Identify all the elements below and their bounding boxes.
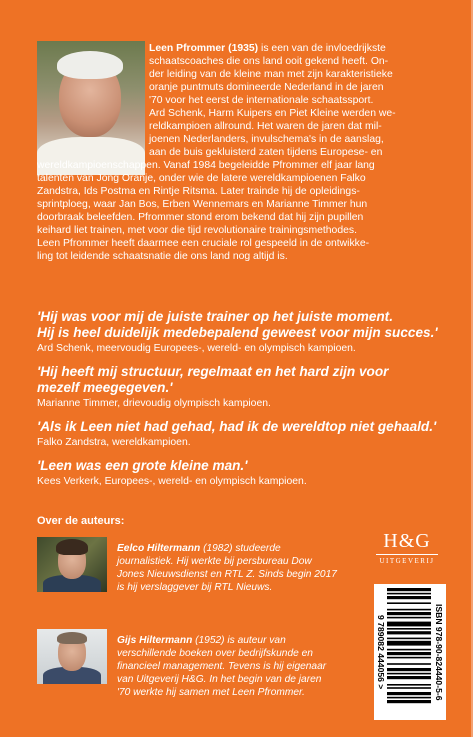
- barcode-bar: [387, 687, 431, 689]
- bio-line: oranje puntmuts domineerde Nederland in de jaren: [149, 82, 384, 94]
- author-bio-line: is hij verslaggever bij RTL Nieuws.: [117, 582, 273, 593]
- quote-line: 'Hij heeft mij structuur, regelmaat en het hard zijn voor: [37, 364, 389, 379]
- quote-attribution: Kees Verkerk, Europees-, wereld- en olympisch kampioen.: [37, 476, 307, 487]
- barcode-bar: [387, 657, 431, 659]
- author-bio-line: Jones Nieuwsdienst en RTL Z. Sinds begin 2017: [117, 569, 337, 580]
- bio-line: wereldkampioenschappen. Vanaf 1984 begeleidde Pfrommer elf jaar lang: [37, 160, 375, 171]
- bio-line: '70 voor het eerst de internationale schaatssport.: [149, 95, 374, 107]
- quote-line: 'Hij was voor mij de juiste trainer op het juiste moment.: [37, 309, 393, 324]
- barcode-bar: [387, 676, 431, 679]
- quote-text: [37, 419, 447, 435]
- author-bio-line: journalistiek. Hij werkte bij persbureau Dow: [117, 556, 312, 567]
- isbn-barcode: [374, 584, 446, 720]
- bio-line: joenen Nederlanders, invulschema's in de aanslag,: [149, 134, 384, 146]
- bio-line: ling tot leidende schaatsnatie die ons land nog altijd is.: [37, 251, 288, 263]
- barcode-bar: [387, 602, 431, 604]
- author-bio-eelco: [117, 542, 337, 594]
- barcode-bar: [387, 692, 431, 695]
- barcode-bar: [387, 617, 431, 619]
- bio-line: Leen Pfrommer (1935) is een van de invloedrijkste: [149, 43, 386, 54]
- quote-line: mezelf meegegeven.': [37, 380, 173, 395]
- barcode-bar: [387, 673, 431, 675]
- publisher-logo: [372, 529, 442, 569]
- authors-title: Over de auteurs:: [37, 515, 125, 527]
- quote-attribution: Ard Schenk, meervoudig Europees-, wereld- en olympisch kampioen.: [37, 343, 356, 354]
- barcode-bar: [387, 622, 431, 627]
- bio-line: Leen Pfrommer heeft daarmee een cruciale rol gespeeld in de ontwikke-: [37, 238, 370, 250]
- barcode-bar: [387, 649, 431, 651]
- barcode-bar: [387, 641, 431, 646]
- barcode-bar: [387, 588, 431, 591]
- quote-text: [37, 364, 447, 396]
- author-bio-line: Eelco Hiltermann (1982) studeerde: [117, 543, 281, 554]
- barcode-bar: [387, 668, 431, 671]
- quote-line: Hij is heel duidelijk medebepalend geweest voor mijn succes.': [37, 325, 438, 340]
- barcode-bar: [387, 663, 431, 665]
- barcode-bar: [387, 628, 431, 630]
- bio-continued: [37, 159, 375, 263]
- author-photo-gijs: [37, 629, 107, 684]
- bio-line: aan de buis gekluisterd zaten tijdens Europese- en: [149, 147, 383, 159]
- isbn-label: ISBN 978-90-824440-5-6: [434, 603, 444, 701]
- author-bio-line: '70 werkte hij samen met Leen Pfrommer.: [117, 687, 305, 698]
- author-bio-line: van Uitgeverij H&G. In het begin van de jaren: [117, 674, 322, 685]
- bio-line: reldkampioen allround. Het waren de jaren dat mil-: [149, 121, 382, 133]
- bio-line: sprintploeg, waar Jan Bos, Erben Wennemars en Marianne Timmer hun: [37, 199, 368, 211]
- bio-intro: [149, 42, 396, 159]
- bio-line: doorbraak beleefden. Pfrommer stond erom bekend dat hij zijn pupillen: [37, 212, 364, 224]
- quote-attribution: Falko Zandstra, wereldkampioen.: [37, 437, 191, 448]
- barcode-bar: [387, 593, 431, 595]
- quote-attribution: Marianne Timmer, drievoudig olympisch kampioen.: [37, 398, 271, 409]
- quote-line: 'Als ik Leen niet had gehad, had ik de wereldtop niet gehaald.': [37, 419, 437, 434]
- bio-line: Ard Schenk, Harm Kuipers en Piet Kleine werden we-: [149, 108, 396, 120]
- publisher-mark: H&G: [383, 530, 431, 552]
- quote-text: [37, 458, 447, 474]
- barcode-digits: 9 789082 444056 >: [376, 614, 386, 690]
- bio-line: keihard liet trainen, met voor die tijd revolutionaire trainingsmethodes.: [37, 225, 357, 237]
- barcode-bar: [387, 609, 431, 611]
- author-bio-line: verschillende boeken over bedrijfskunde en: [117, 648, 313, 659]
- publisher-name: UITGEVERIJ: [379, 557, 435, 565]
- barcode-bar: [387, 697, 431, 699]
- barcode-bar: [387, 612, 431, 615]
- author-photo-eelco: [37, 537, 107, 592]
- author-bio-line: Gijs Hiltermann (1952) is auteur van: [117, 635, 286, 646]
- barcode-bar: [387, 684, 431, 686]
- bio-line: talenten van Jong Oranje, onder wie de latere wereldkampioenen Falko: [37, 173, 366, 185]
- barcode-bar: [387, 700, 431, 703]
- author-bio-gijs: [117, 634, 326, 699]
- bio-line: Zandstra, Ids Postma en Rintje Ritsma. Later trainde hij de opleidings-: [37, 186, 360, 198]
- author-bio-line: financieel management. Tevens is hij eigenaar: [117, 661, 327, 672]
- barcode-bar: [387, 638, 431, 640]
- barcode-bars: [387, 588, 431, 716]
- quote-text: [37, 309, 447, 341]
- bio-line: schaatscoaches die ons land ooit gekend heeft. On-: [149, 56, 389, 68]
- barcode-bar: [387, 652, 431, 655]
- barcode-bar: [387, 631, 431, 634]
- leen-pfrommer-photo: [37, 41, 145, 175]
- bio-line: der leiding van de kleine man met zijn karakteristieke: [149, 69, 393, 81]
- quote-line: 'Leen was een grote kleine man.': [37, 458, 248, 473]
- barcode-bar: [387, 596, 431, 599]
